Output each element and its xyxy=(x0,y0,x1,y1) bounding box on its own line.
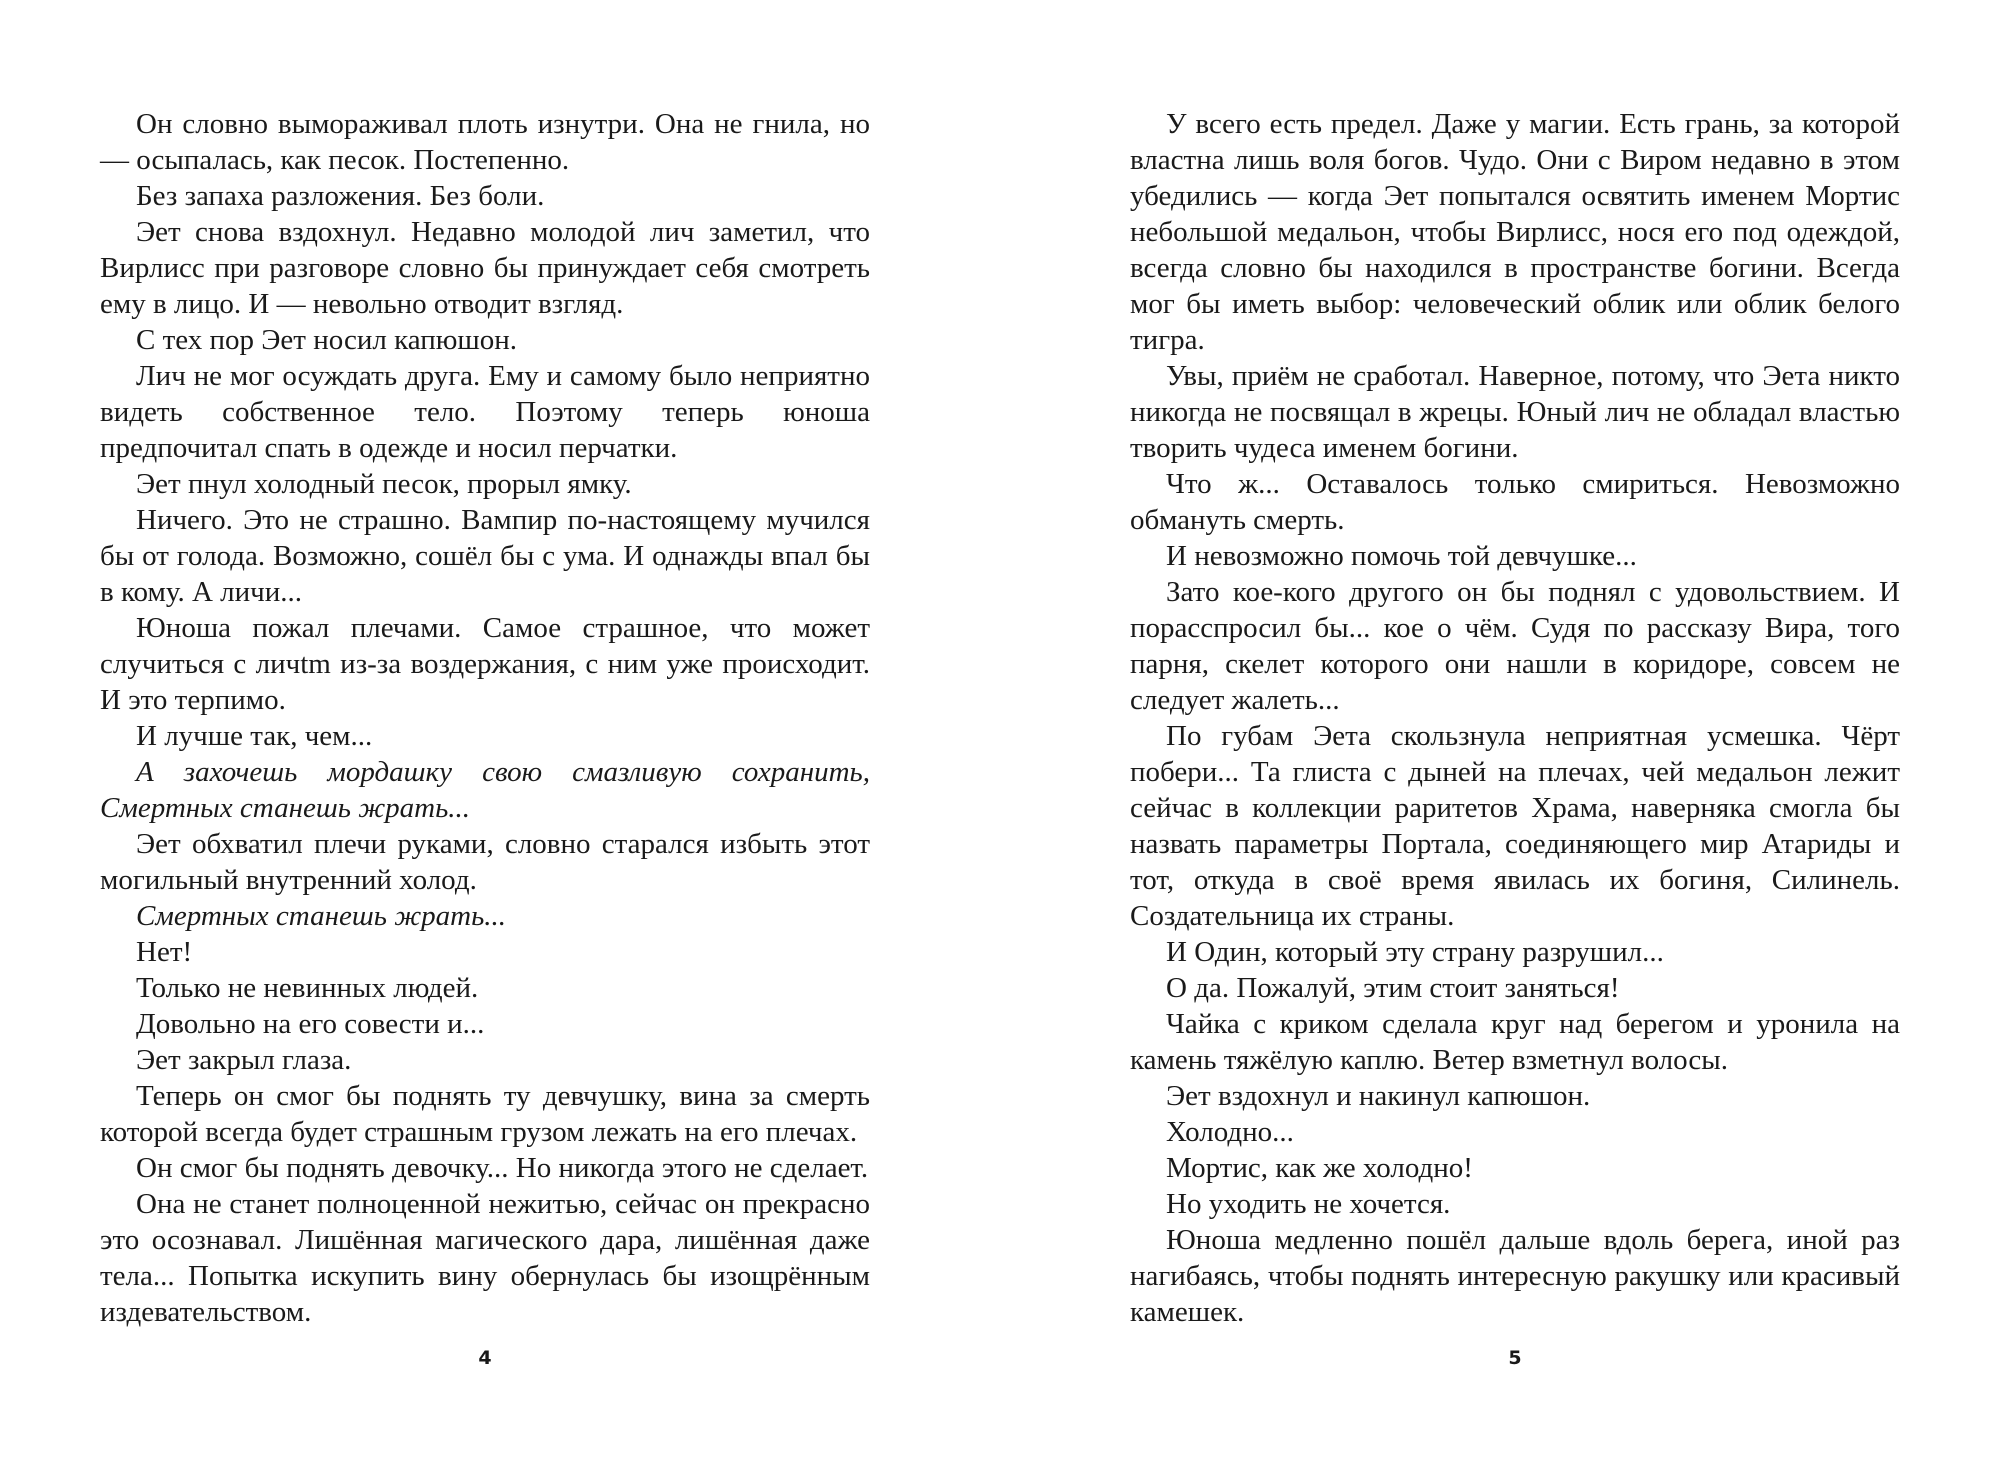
right-page xyxy=(1130,106,1900,1330)
right-page-text xyxy=(1130,106,1900,1330)
paragraph: Эет обхватил плечи руками, словно старался избыть этот могильный внутренний холод. xyxy=(100,828,870,896)
paragraph: Она не станет полноценной нежитью, сейчас он прекрасно это осознавал. Лишённая магического дара, лишённая даже тела... Попытка искупить вину обернулась бы изощрённым издевательством. xyxy=(100,1188,870,1328)
paragraph: Эет закрыл глаза. xyxy=(136,1044,352,1076)
paragraph: Чайка с криком сделала круг над берегом и уронила на камень тяжёлую каплю. Ветер взметнул волосы. xyxy=(1130,1008,1900,1076)
paragraph: Юноша медленно пошёл дальше вдоль берега, иной раз нагибаясь, чтобы поднять интересную ракушку или красивый камешек. xyxy=(1130,1224,1900,1328)
paragraph: О да. Пожалуй, этим стоит заняться! xyxy=(1166,972,1620,1004)
left-page xyxy=(100,106,870,1330)
paragraph: Эет вздохнул и накинул капюшон. xyxy=(1166,1080,1591,1112)
paragraph: Теперь он смог бы поднять ту девчушку, вина за смерть которой всегда будет страшным грузом лежать на его плечах. xyxy=(100,1080,870,1148)
italic-paragraph: А захочешь мордашку свою смазливую сохранить, Смертных станешь жрать... xyxy=(100,756,870,824)
paragraph: Без запаха разложения. Без боли. xyxy=(136,180,545,212)
paragraph: По губам Эета скользнула неприятная усмешка. Чёрт побери... Та глиста с дыней на плечах, чей медальон лежит сейчас в коллекции раритетов Храма, наверняка смогла бы назвать параметры Портала, соединяющего мир Атариды и тот, откуда в своё время явилась их богиня, Силинель. Создательница их страны. xyxy=(1130,720,1900,932)
paragraph: И Один, который эту страну разрушил... xyxy=(1166,936,1664,968)
left-page-text xyxy=(100,106,870,1330)
paragraph: Холодно... xyxy=(1166,1116,1294,1148)
paragraph: Но уходить не хочется. xyxy=(1166,1188,1451,1220)
paragraph: Увы, приём не сработал. Наверное, потому, что Эета никто никогда не посвящал в жрецы. Юный лич не обладал властью творить чудеса именем богини. xyxy=(1130,360,1900,464)
paragraph: Он смог бы поднять девочку... Но никогда этого не сделает. xyxy=(136,1152,869,1184)
paragraph: И невозможно помочь той девчушке... xyxy=(1166,540,1637,572)
paragraph: Юноша пожал плечами. Самое страшное, что может случиться с личtm из-за воздержания, с ним уже происходит. И это терпимо. xyxy=(100,612,870,716)
paragraph: Что ж... Оставалось только смириться. Невозможно обмануть смерть. xyxy=(1130,468,1900,536)
paragraph: С тех пор Эет носил капюшон. xyxy=(136,324,517,356)
paragraph: Нет! xyxy=(136,936,193,968)
paragraph: Эет снова вздохнул. Недавно молодой лич заметил, что Вирлисс при разговоре словно бы принуждает себя смотреть ему в лицо. И — невольно отводит взгляд. xyxy=(100,216,870,320)
paragraph: Ничего. Это не страшно. Вампир по-настоящему мучился бы от голода. Возможно, сошёл бы с ума. И однажды впал бы в кому. А личи... xyxy=(100,504,870,608)
paragraph: Только не невинных людей. xyxy=(136,972,479,1004)
paragraph: Зато кое-кого другого он бы поднял с удовольствием. И порасспросил бы... кое о чём. Судя по рассказу Вира, того парня, скелет которого они нашли в коридоре, совсем не следует жалеть... xyxy=(1130,576,1900,716)
paragraph: У всего есть предел. Даже у магии. Есть грань, за которой властна лишь воля богов. Чудо. Они с Виром недавно в этом убедились — когда Эет попытался освятить именем Мортис небольшой медальон, чтобы Вирлисс, нося его под одеждой, всегда словно бы находился в пространстве богини. Всегда мог бы иметь выбор: человеческий облик или облик белого тигра. xyxy=(1130,108,1900,356)
italic-paragraph: Смертных станешь жрать... xyxy=(136,900,507,932)
paragraph: Мортис, как же холодно! xyxy=(1166,1152,1473,1184)
paragraph: Эет пнул холодный песок, прорыл ямку. xyxy=(136,468,632,500)
page-number-right: 5 xyxy=(1508,1347,1522,1369)
page-number-left: 4 xyxy=(478,1347,492,1369)
paragraph: Он словно вымораживал плоть изнутри. Она не гнила, но — осыпалась, как песок. Постепенно. xyxy=(100,108,870,176)
paragraph: Лич не мог осуждать друга. Ему и самому было неприятно видеть собственное тело. Поэтому теперь юноша предпочитал спать в одежде и носил перчатки. xyxy=(100,360,870,464)
paragraph: Довольно на его совести и... xyxy=(136,1008,485,1040)
paragraph: И лучше так, чем... xyxy=(136,720,373,752)
